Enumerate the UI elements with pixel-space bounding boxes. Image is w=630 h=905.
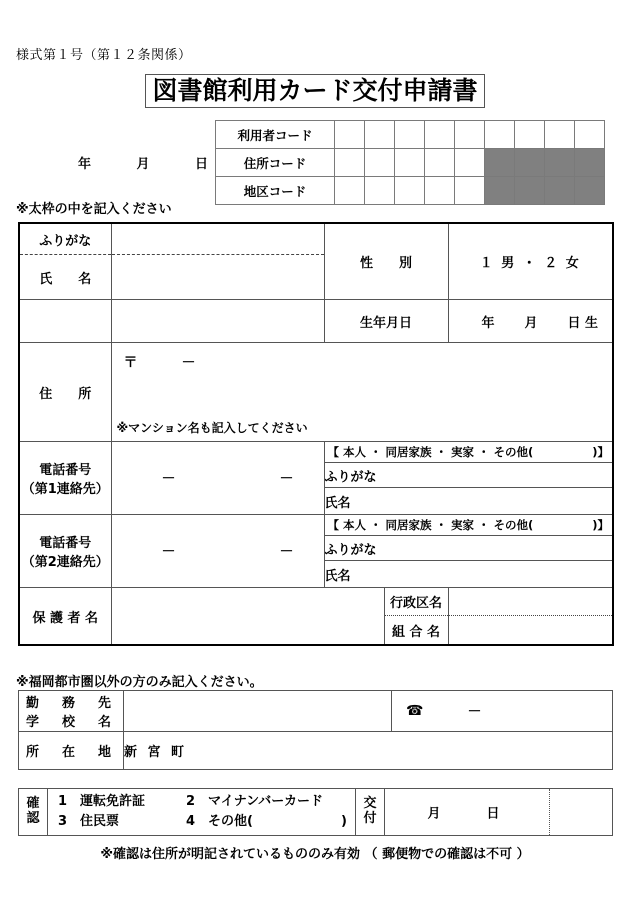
footer-note: ※確認は住所が明記されているもののみ有効 （ 郵便物での確認は不可 ） <box>100 847 530 862</box>
code-cell-district-4[interactable] <box>425 177 455 205</box>
code-cell-district-2[interactable] <box>365 177 395 205</box>
confirm-option-1[interactable]: 1 運転免許証 <box>58 794 146 809</box>
postal-dash: － <box>181 355 196 371</box>
gender-label <box>324 223 448 300</box>
code-cell-district-9-shaded <box>575 177 605 205</box>
confirm-option-4-close: ) <box>341 814 347 830</box>
code-cell-district-8-shaded <box>545 177 575 205</box>
confirm-label-line2: 認 <box>26 811 40 827</box>
gender-label-text: 性 別 <box>360 256 413 271</box>
phone2-relation-close: )】 <box>592 518 610 532</box>
furigana-input[interactable] <box>111 223 324 255</box>
row-address <box>19 343 613 442</box>
code-cell-district-6-shaded <box>485 177 515 205</box>
union-input[interactable] <box>448 616 613 646</box>
location-value[interactable]: 新 宮 町 <box>124 732 613 770</box>
confirm-option-3[interactable]: 3 住民票 <box>58 814 120 830</box>
birth-month-label: 月 <box>524 315 538 331</box>
confirm-options-row-1 <box>58 792 355 812</box>
code-table <box>215 120 605 205</box>
code-cell-address-1[interactable] <box>335 149 365 177</box>
code-row-user <box>216 121 605 149</box>
code-cell-user-1[interactable] <box>335 121 365 149</box>
code-cell-user-3[interactable] <box>395 121 425 149</box>
birth-input[interactable] <box>448 300 613 343</box>
date-month-label: 月 <box>136 157 150 172</box>
phone1-label <box>19 442 111 515</box>
code-cell-user-8[interactable] <box>545 121 575 149</box>
gender-options[interactable] <box>448 223 613 300</box>
name-label: 氏 名 <box>19 255 111 300</box>
code-cell-user-9[interactable] <box>575 121 605 149</box>
main-form-table <box>18 222 614 646</box>
application-date-line <box>78 153 208 172</box>
address-input[interactable] <box>111 343 613 442</box>
phone1-input[interactable] <box>111 442 324 515</box>
name-input[interactable] <box>111 255 324 300</box>
code-cell-address-2[interactable] <box>365 149 395 177</box>
name-label-spacer <box>19 300 111 343</box>
phone2-relation-text: 【 本人 ・ 同居家族 ・ 実家 ・ その他( <box>327 518 534 532</box>
code-cell-address-4[interactable] <box>425 149 455 177</box>
location-label: 所 在 地 <box>19 732 124 770</box>
row-location <box>19 732 613 770</box>
confirm-options[interactable] <box>48 789 356 836</box>
workplace-label <box>19 691 124 732</box>
code-cell-address-9-shaded <box>575 149 605 177</box>
issue-date-input[interactable] <box>385 789 613 836</box>
phone2-name[interactable]: 氏名 <box>324 561 613 588</box>
phone2-relation-options[interactable] <box>324 515 613 536</box>
workplace-table <box>18 690 613 770</box>
phone1-furigana[interactable]: ふりがな <box>324 463 613 488</box>
issue-label-line2: 付 <box>363 811 377 827</box>
furigana-label: ふりがな <box>19 223 111 255</box>
guardian-input[interactable] <box>111 588 384 646</box>
union-label: 組 合 名 <box>384 616 448 646</box>
birth-day-label: 日 生 <box>567 315 599 331</box>
code-cell-district-1[interactable] <box>335 177 365 205</box>
workplace-tel-input[interactable] <box>392 691 613 732</box>
code-cell-address-6-shaded <box>485 149 515 177</box>
phone1-dash-2: － <box>279 471 294 487</box>
code-cell-address-3[interactable] <box>395 149 425 177</box>
code-cell-user-7[interactable] <box>515 121 545 149</box>
issue-month-label: 月 <box>427 806 441 822</box>
code-cell-user-4[interactable] <box>425 121 455 149</box>
phone1-relation-text: 【 本人 ・ 同居家族 ・ 実家 ・ その他( <box>327 445 534 459</box>
issue-day-label: 日 <box>486 806 500 822</box>
issue-label-line1: 交 <box>363 796 377 812</box>
issue-divider <box>549 789 550 835</box>
phone2-label <box>19 515 111 588</box>
workplace-label-line2: 学 校 名 <box>25 715 116 730</box>
issue-label <box>356 789 385 836</box>
phone2-label-line1: 電話番号 <box>39 536 92 551</box>
phone1-relation-close: )】 <box>592 445 610 459</box>
district-label: 行政区名 <box>384 588 448 616</box>
confirmation-table <box>18 788 613 836</box>
code-cell-user-6[interactable] <box>485 121 515 149</box>
phone2-input[interactable] <box>111 515 324 588</box>
district-input[interactable] <box>448 588 613 616</box>
page-title-wrapper <box>0 74 630 108</box>
code-cell-address-5[interactable] <box>455 149 485 177</box>
gender-options-text: １ 男 ・ ２ 女 <box>479 256 581 271</box>
workplace-tel-dash: － <box>467 704 482 720</box>
date-day-label: 日 <box>194 157 208 172</box>
postal-mark-icon: 〒 <box>123 355 138 371</box>
phone1-dash-1: － <box>161 471 176 487</box>
birth-year-label: 年 <box>481 315 495 331</box>
date-year-label: 年 <box>78 157 92 172</box>
postal-code-line <box>124 352 196 372</box>
code-cell-address-8-shaded <box>545 149 575 177</box>
code-label-district: 地区コード <box>216 177 335 205</box>
phone2-label-line2: （第2連絡先） <box>21 555 109 570</box>
phone2-dash-2: － <box>279 544 294 560</box>
code-row-district <box>216 177 605 205</box>
confirm-label <box>19 789 48 836</box>
page-title: 図書館利用カード交付申請書 <box>145 74 484 108</box>
code-cell-district-5[interactable] <box>455 177 485 205</box>
phone1-label-line1: 電話番号 <box>39 463 92 478</box>
phone1-name[interactable]: 氏名 <box>324 488 613 515</box>
address-label: 住 所 <box>19 343 111 442</box>
phone1-relation-options[interactable] <box>324 442 613 463</box>
guardian-label: 保 護 者 名 <box>19 588 111 646</box>
address-note: ※マンション名も記入してください <box>116 421 308 435</box>
code-label-user: 利用者コード <box>216 121 335 149</box>
workplace-input[interactable] <box>124 691 392 732</box>
code-cell-user-2[interactable] <box>365 121 395 149</box>
bold-frame-note: ※太枠の中を記入ください <box>16 202 172 217</box>
confirm-option-4[interactable]: 4 その他( <box>186 814 253 830</box>
birth-label: 生年月日 <box>324 300 448 343</box>
code-cell-address-7-shaded <box>515 149 545 177</box>
name-input-spacer[interactable] <box>111 300 324 343</box>
code-cell-district-3[interactable] <box>395 177 425 205</box>
workplace-label-line1: 勤 務 先 <box>25 696 116 711</box>
row-phone1-relation <box>19 442 613 463</box>
row-guardian-district <box>19 588 613 616</box>
phone2-dash-1: － <box>161 544 176 560</box>
row-confirmation <box>19 789 613 836</box>
row-birth <box>19 300 613 343</box>
confirm-options-row-2 <box>58 812 355 832</box>
outside-area-note: ※福岡都市圏以外の方のみ記入ください。 <box>16 675 263 690</box>
confirm-option-2[interactable]: 2 マイナンバーカード <box>186 794 323 809</box>
code-cell-district-7-shaded <box>515 177 545 205</box>
form-number: 様式第１号（第１２条関係） <box>16 47 192 62</box>
code-label-address: 住所コード <box>216 149 335 177</box>
confirm-label-line1: 確 <box>26 796 40 812</box>
code-row-address <box>216 149 605 177</box>
row-phone2-relation <box>19 515 613 536</box>
telephone-icon: ☎ <box>406 703 424 719</box>
row-furigana-gender <box>19 223 613 255</box>
phone2-furigana[interactable]: ふりがな <box>324 536 613 561</box>
row-workplace <box>19 691 613 732</box>
code-cell-user-5[interactable] <box>455 121 485 149</box>
phone1-label-line2: （第1連絡先） <box>21 482 109 497</box>
